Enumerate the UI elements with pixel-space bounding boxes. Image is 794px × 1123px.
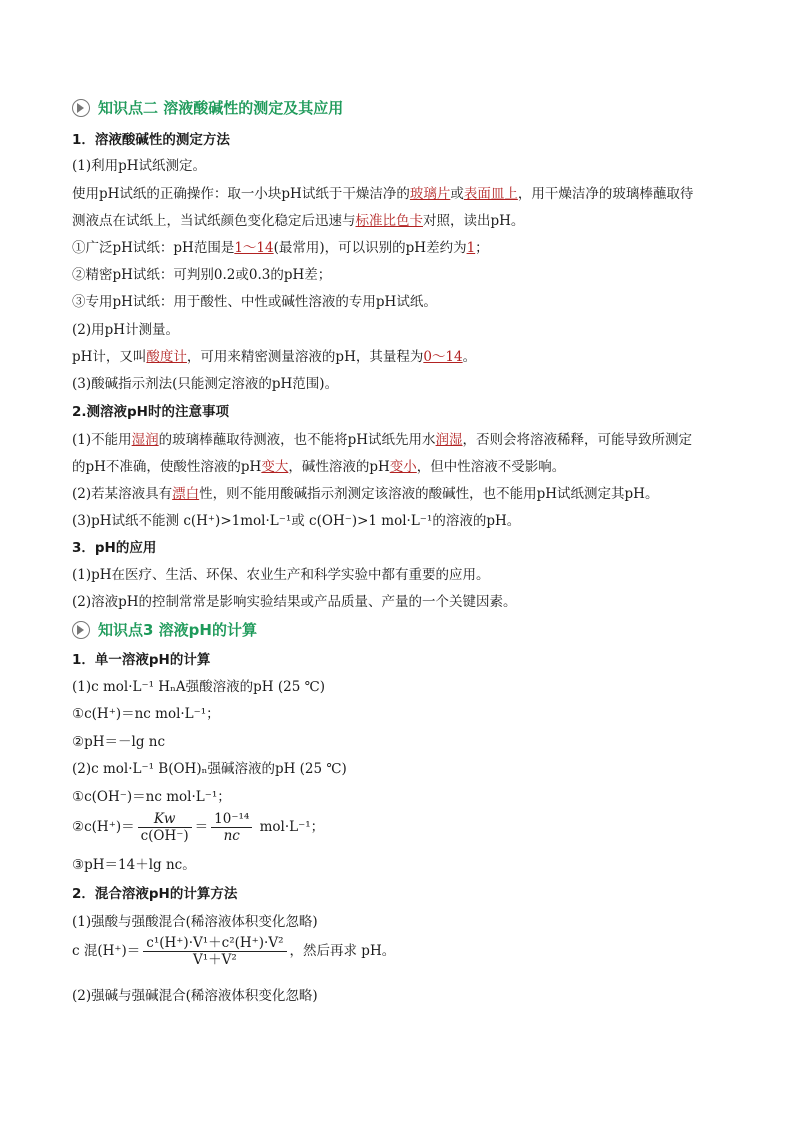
paragraph: 使用pH试纸的正确操作：取一小块pH试纸于干燥洁净的玻璃片或表面皿上，用干燥洁净的玻璃棒蘸取待: [72, 186, 694, 202]
formula-line: (1)c mol·L⁻¹ HₙA强酸溶液的pH (25 ℃): [72, 679, 325, 695]
fraction: $\frac{\text{10⁻¹⁴}}{nc}$: [211, 811, 252, 844]
answer-underline: 酸度计: [146, 349, 187, 365]
paragraph: (2)强碱与强碱混合(稀溶液体积变化忽略): [72, 988, 318, 1004]
formula-line: ①c(H⁺)＝nc mol·L⁻¹；: [72, 706, 220, 722]
fraction: $\frac{\text{c¹(H⁺)·V¹＋c²(H⁺)·V²}}{\text{V¹＋V²}}$: [143, 935, 286, 968]
play-circle-icon: [72, 99, 90, 117]
answer-underline: 1～14: [234, 240, 274, 256]
subheading: 2.测溶液pH时的注意事项: [72, 404, 229, 420]
paragraph: pH计，又叫酸度计，可用来精密测量溶液的pH，其量程为0～14。: [72, 349, 477, 365]
paragraph: 测液点在试纸上，当试纸颜色变化稳定后迅速与标准比色卡对照，读出pH。: [72, 213, 525, 229]
answer-underline: 润湿: [435, 432, 463, 448]
answer-underline: 变大: [261, 459, 289, 475]
answer-underline: 表面皿上: [463, 186, 518, 202]
subheading: 1．溶液酸碱性的测定方法: [72, 132, 230, 148]
answer-underline: 变小: [389, 459, 417, 475]
formula-fraction-line: c 混(H⁺)＝ $\frac{\text{c¹(H⁺)·V¹＋c²(H⁺)·V²}}{\text{V¹＋V²}}$ ，然后再求 pH。: [72, 935, 396, 968]
paragraph: (1)强酸与强酸混合(稀溶液体积变化忽略): [72, 914, 318, 930]
paragraph: 的pH不准确，使酸性溶液的pH变大，碱性溶液的pH变小，但中性溶液不受影响。: [72, 459, 566, 475]
paragraph: ①广泛pH试纸：pH范围是1～14(最常用)，可以识别的pH差约为1；: [72, 240, 489, 256]
formula-line: ②pH＝－lg nc: [72, 734, 166, 750]
answer-underline: 1: [466, 240, 476, 256]
subheading: 3．pH的应用: [72, 540, 157, 556]
paragraph: ③专用pH试纸：用于酸性、中性或碱性溶液的专用pH试纸。: [72, 294, 437, 310]
fraction: $\frac{Kw}{c(OH^-)}$: [138, 811, 192, 844]
section-heading-2: 知识点二 溶液酸碱性的测定及其应用: [72, 98, 343, 118]
paragraph: (3)pH试纸不能测 c(H⁺)>1mol·L⁻¹或 c(OH⁻)>1 mol·L⁻¹的溶液的pH。: [72, 513, 521, 529]
formula-line: ③pH＝14＋lg nc。: [72, 857, 196, 873]
answer-underline: 湿润: [131, 432, 159, 448]
answer-underline: 漂白: [172, 486, 200, 502]
paragraph: (2)溶液pH的控制常常是影响实验结果或产品质量、产量的一个关键因素。: [72, 594, 517, 610]
paragraph: (3)酸碱指示剂法(只能测定溶液的pH范围)。: [72, 376, 339, 392]
answer-underline: 玻璃片: [409, 186, 451, 202]
paragraph: (2)若某溶液具有漂白性，则不能用酸碱指示剂测定该溶液的酸碱性，也不能用pH试纸测定其pH。: [72, 486, 659, 502]
answer-underline: 标准比色卡: [355, 213, 423, 229]
subheading: 1．单一溶液pH的计算: [72, 652, 211, 668]
answer-underline: 0～14: [423, 349, 463, 365]
paragraph: (1)不能用湿润的玻璃棒蘸取待测液，也不能将pH试纸先用水润湿，否则会将溶液稀释，可能导致所测定: [72, 432, 693, 448]
paragraph: ②精密pH试纸：可判别0.2或0.3的pH差；: [72, 267, 332, 283]
subheading: 2．混合溶液pH的计算方法: [72, 886, 238, 902]
formula-fraction-line: ②c(H⁺)＝ $\frac{Kw}{c(OH^-)}$ ＝ $\frac{\text{10⁻¹⁴}}{nc}$ mol·L⁻¹；: [72, 811, 325, 844]
section-heading-3: 知识点3 溶液pH的计算: [72, 620, 257, 640]
formula-line: (2)c mol·L⁻¹ B(OH)ₙ强碱溶液的pH (25 ℃): [72, 761, 347, 777]
paragraph: (2)用pH计测量。: [72, 322, 180, 338]
paragraph: (1)pH在医疗、生活、环保、农业生产和科学实验中都有重要的应用。: [72, 567, 490, 583]
play-circle-icon: [72, 621, 90, 639]
paragraph: (1)利用pH试纸测定。: [72, 158, 207, 174]
formula-line: ①c(OH⁻)＝nc mol·L⁻¹；: [72, 789, 231, 805]
